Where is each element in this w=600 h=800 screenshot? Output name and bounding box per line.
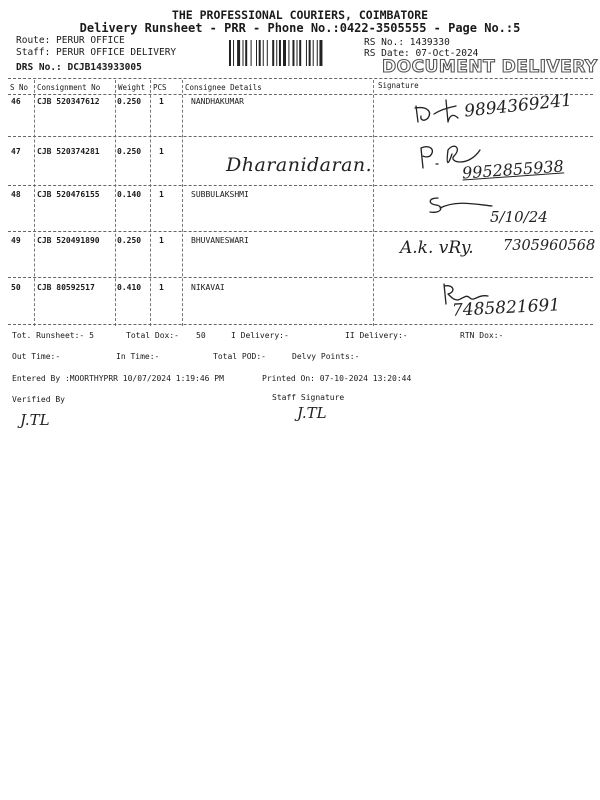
row-sno: 49 — [11, 236, 21, 245]
column-separator — [34, 80, 35, 326]
handwritten-name: Dharanidaran. — [226, 154, 373, 176]
row-consignment: CJB 520347612 — [37, 97, 100, 106]
handwritten-phone: 7485821691 — [451, 295, 561, 321]
handwritten-name: A.k. vRy. — [400, 238, 474, 258]
printed-on: Printed On: 07-10-2024 13:20:44 — [262, 374, 412, 383]
row-pcs: 1 — [159, 147, 164, 156]
rtn-dox: RTN Dox:- — [460, 331, 504, 340]
drs-number: DRS No.: DCJB143933005 — [16, 62, 142, 73]
row-pcs: 1 — [159, 97, 164, 106]
row-sno: 47 — [11, 147, 21, 156]
row-sno: 50 — [11, 283, 21, 292]
col-consignee: Consignee Details — [185, 83, 262, 92]
row-consignee: SUBBULAKSHMI — [191, 190, 249, 199]
col-weight: Weight — [118, 83, 146, 92]
row-divider — [8, 277, 593, 278]
staff-label: Staff: PERUR OFFICE DELIVERY — [16, 47, 177, 58]
col-signature: Signature — [378, 81, 419, 90]
out-time: Out Time:- — [12, 352, 61, 361]
handwritten-phone: 7305960568 — [503, 238, 596, 254]
row-consignment: CJB 520476155 — [37, 190, 100, 199]
in-time: In Time:- — [116, 352, 160, 361]
handwritten-date: 5/10/24 — [490, 208, 548, 226]
signature-mark — [426, 192, 496, 218]
row-sno: 46 — [11, 97, 21, 106]
tot-runsheet: Tot. Runsheet:- 5 — [12, 331, 94, 340]
company-title: THE PROFESSIONAL COURIERS, COIMBATORE — [171, 8, 429, 22]
staff-initials: J.TL — [297, 404, 327, 422]
row-divider — [8, 231, 593, 232]
total-dox-value: 50 — [196, 331, 206, 340]
row-sno: 48 — [11, 190, 21, 199]
ii-delivery: II Delivery:- — [345, 331, 408, 340]
column-separator — [115, 80, 116, 326]
column-separator — [373, 80, 374, 326]
row-weight: 0.250 — [117, 97, 142, 106]
row-consignee: BHUVANESWARI — [191, 236, 249, 245]
row-pcs: 1 — [159, 236, 164, 245]
row-divider — [8, 324, 593, 325]
rs-date: RS Date: 07-Oct-2024 — [364, 48, 479, 59]
signature-mark — [412, 96, 462, 126]
row-weight: 0.250 — [117, 147, 142, 156]
handwritten-phone: 9894369241 — [463, 90, 573, 122]
col-sno: S No — [10, 83, 29, 92]
row-consignment: CJB 520374281 — [37, 147, 100, 156]
column-separator — [182, 80, 183, 326]
col-consignment: Consignment No — [37, 83, 101, 92]
row-consignee: NIKAVAI — [191, 283, 225, 292]
column-separator — [150, 80, 151, 326]
handwritten-phone: 9952855938 — [461, 156, 565, 183]
row-consignment: CJB 80592517 — [37, 283, 95, 292]
staff-signature-label: Staff Signature — [272, 393, 345, 402]
barcode-icon — [229, 40, 354, 66]
row-weight: 0.410 — [117, 283, 142, 292]
row-weight: 0.140 — [117, 190, 142, 199]
row-consignee: NANDHAKUMAR — [191, 97, 244, 106]
row-consignment: CJB 520491890 — [37, 236, 100, 245]
i-delivery: I Delivery:- — [231, 331, 289, 340]
row-pcs: 1 — [159, 283, 164, 292]
document-delivery-stamp: DOCUMENT DELIVERY — [382, 57, 598, 77]
col-pcs: PCS — [153, 83, 167, 92]
verified-initials: J.TL — [20, 411, 50, 429]
divider — [8, 78, 593, 79]
row-weight: 0.250 — [117, 236, 142, 245]
runsheet-subtitle: Delivery Runsheet - PRR - Phone No.:0422-3505555 - Page No.:5 — [79, 21, 521, 35]
verified-by-label: Verified By — [12, 395, 65, 404]
row-pcs: 1 — [159, 190, 164, 199]
entered-by: Entered By :MOORTHYPRR 10/07/2024 1:19:46 PM — [12, 374, 224, 383]
route-label: Route: PERUR OFFICE — [16, 35, 125, 46]
row-divider — [8, 136, 593, 137]
divider — [8, 94, 593, 95]
delvy-points: Delvy Points:- — [292, 352, 360, 361]
total-pod: Total POD:- — [213, 352, 266, 361]
total-dox-label: Total Dox:- — [126, 331, 179, 340]
rs-number: RS No.: 1439330 — [364, 37, 450, 48]
row-divider — [8, 185, 593, 186]
